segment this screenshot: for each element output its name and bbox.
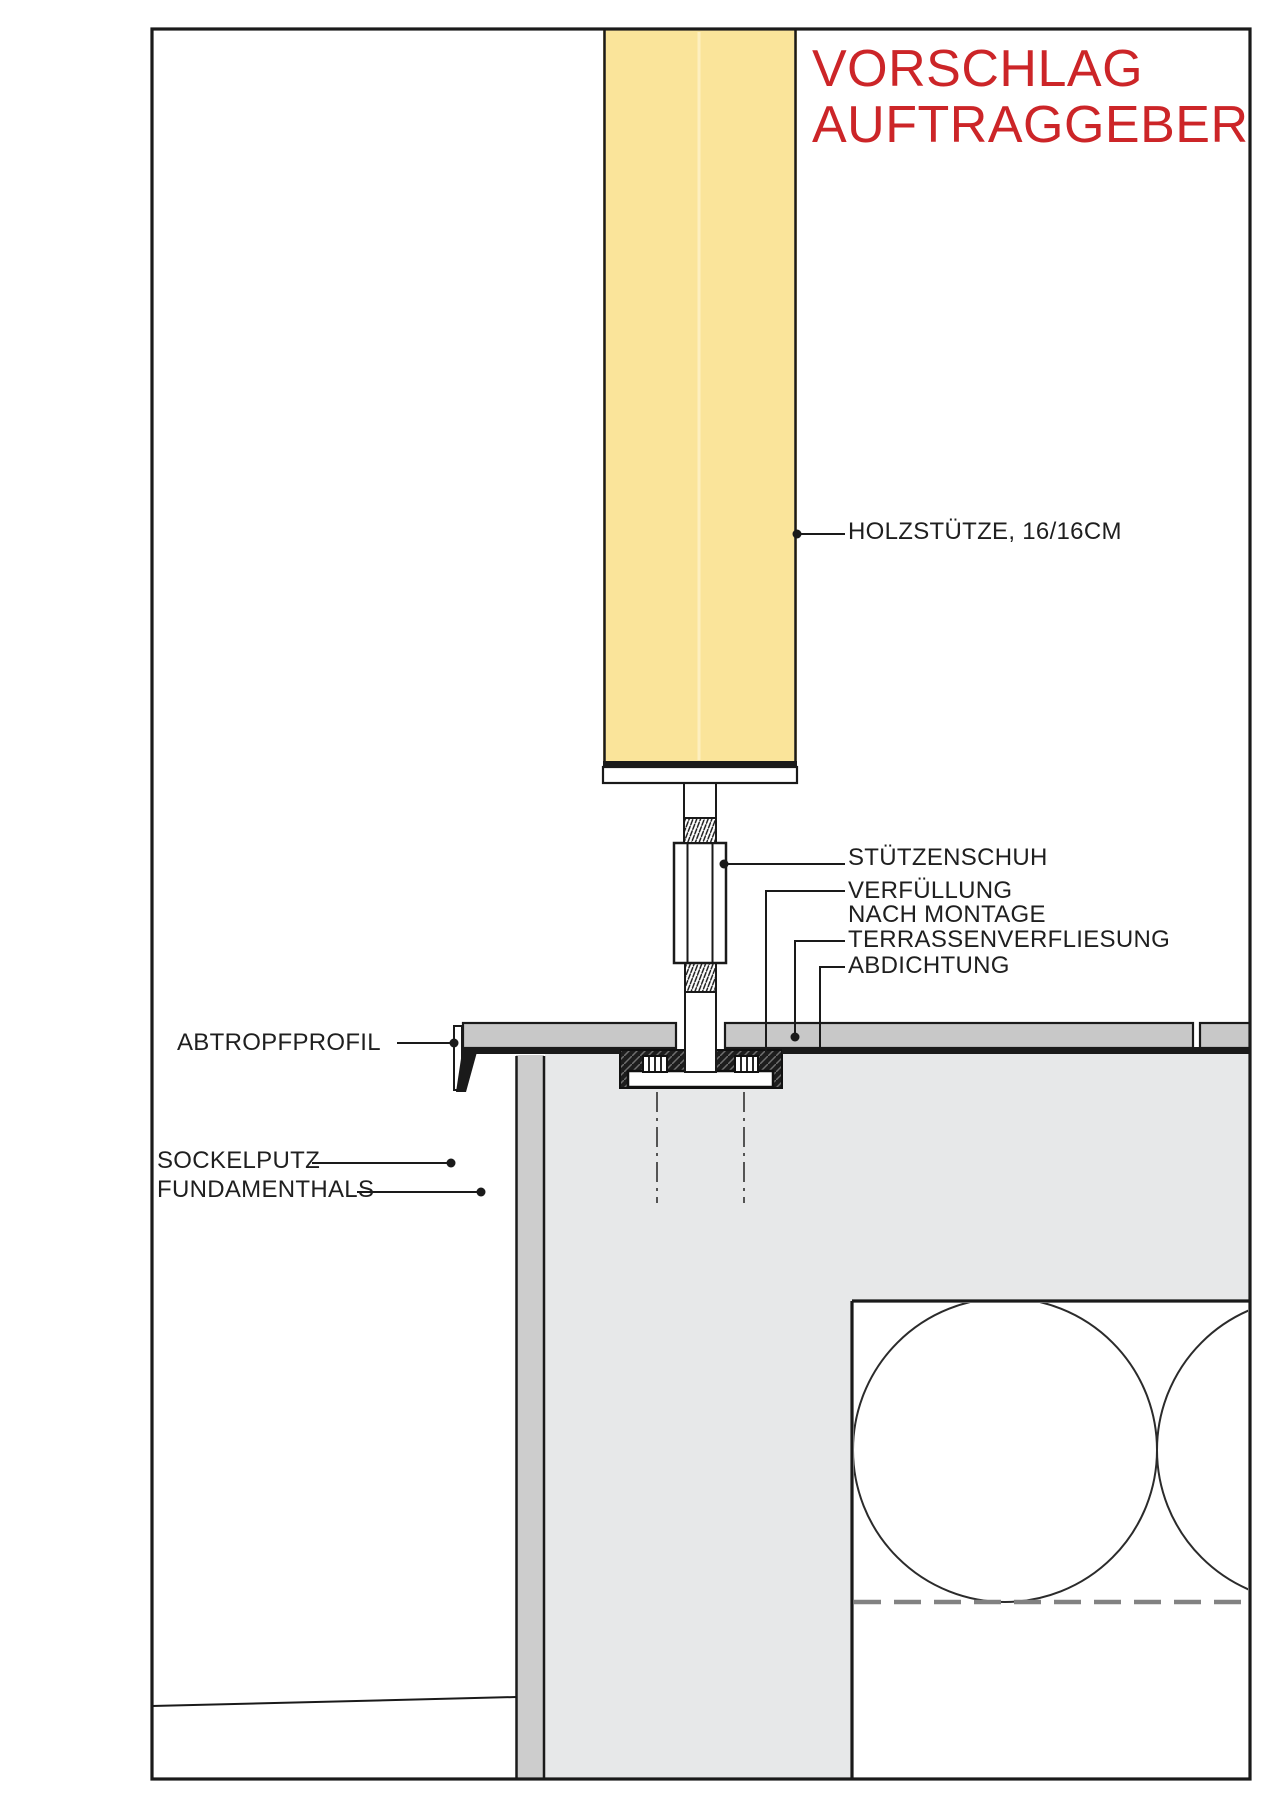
insulation-panel (852, 1298, 1280, 1779)
column-shoe (674, 843, 726, 963)
wood-column (603, 30, 797, 783)
anchor-rod (685, 962, 716, 1072)
label-terrassenverfliesung: TERRASSENVERFLIESUNG (848, 926, 1171, 953)
terrace-tiles (463, 1023, 1250, 1048)
anchor-base-plate (628, 1071, 773, 1087)
thread-hatch-upper (684, 818, 716, 843)
label-abtropfprofil: ABTROPFPROFIL (177, 1029, 381, 1056)
column-rod (684, 783, 716, 843)
drawing-title-line2: AUFTRAGGEBER (812, 96, 1249, 154)
thread-hatch-lower (685, 962, 716, 992)
label-fundamenthals: FUNDAMENTHALS (157, 1176, 375, 1203)
drawing-title (812, 41, 1249, 153)
drawing-title-line1: VORSCHLAG (812, 40, 1144, 98)
label-verfuellung-line1: VERFÜLLUNG (848, 877, 1013, 904)
label-holzstuetze: HOLZSTÜTZE, 16/16CM (848, 518, 1122, 545)
waterproofing-layer (462, 1047, 1250, 1054)
label-stuetzenschuh: STÜTZENSCHUH (848, 844, 1048, 871)
label-sockelputz: SOCKELPUTZ (157, 1147, 321, 1174)
label-verfuellung-line2: NACH MONTAGE (848, 901, 1046, 928)
column-base-plate (603, 767, 797, 783)
plinth-plaster-strip (516, 1055, 544, 1779)
grade-line (152, 1697, 516, 1706)
label-abdichtung: ABDICHTUNG (848, 952, 1010, 979)
